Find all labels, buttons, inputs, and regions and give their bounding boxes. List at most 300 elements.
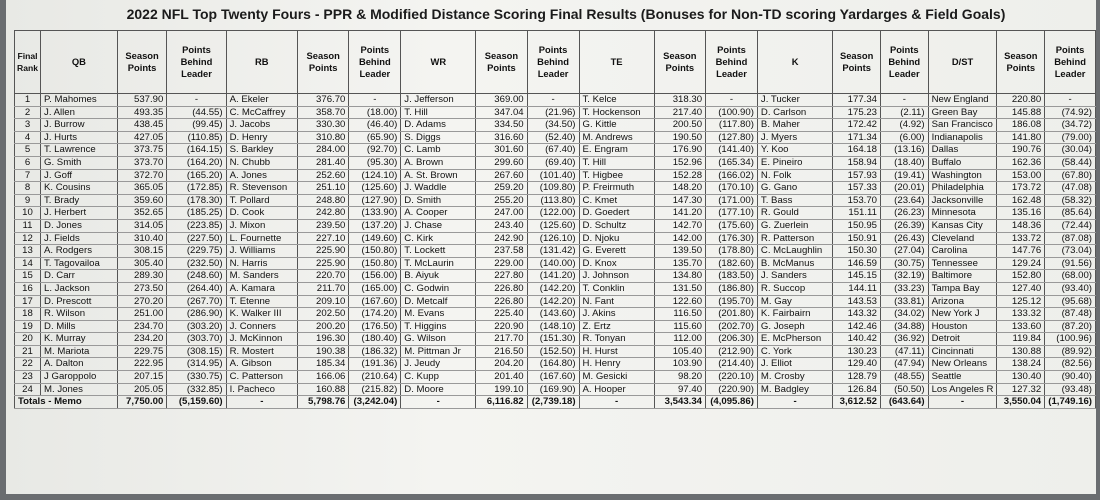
table-cell: 11 <box>15 219 41 232</box>
column-header: Points Behind Leader <box>349 31 401 94</box>
table-cell: 162.48 <box>997 194 1045 207</box>
table-cell: (125.60) <box>349 182 401 195</box>
table-cell: - <box>881 94 929 107</box>
table-cell: D. Adams <box>401 119 476 132</box>
table-cell: 148.20 <box>654 182 705 195</box>
table-row <box>15 219 1096 232</box>
totals-row <box>15 396 1096 409</box>
table-row <box>15 371 1096 384</box>
table-cell: (215.82) <box>349 383 401 396</box>
table-cell: 301.60 <box>476 144 527 157</box>
table-cell: 23 <box>15 371 41 384</box>
table-cell: Philadelphia <box>928 182 997 195</box>
table-cell: (176.50) <box>349 320 401 333</box>
table-cell: (151.30) <box>527 333 579 346</box>
table-cell: 1 <box>15 94 41 107</box>
table-cell: L. Fournette <box>226 232 297 245</box>
table-cell: 12 <box>15 232 41 245</box>
table-cell: Houston <box>928 320 997 333</box>
table-cell: (4.92) <box>881 119 929 132</box>
table-cell: (47.08) <box>1045 182 1096 195</box>
table-cell: (110.85) <box>167 131 226 144</box>
table-cell: (33.81) <box>881 295 929 308</box>
table-cell: (79.00) <box>1045 131 1096 144</box>
table-cell: (47.11) <box>881 345 929 358</box>
table-cell: 373.75 <box>117 144 167 157</box>
table-cell: 8 <box>15 182 41 195</box>
table-cell: Green Bay <box>928 106 997 119</box>
table-cell: S. Barkley <box>226 144 297 157</box>
table-cell: (152.50) <box>527 345 579 358</box>
table-cell: T. Brady <box>41 194 118 207</box>
table-cell: 239.50 <box>298 219 349 232</box>
table-cell: (248.60) <box>167 270 226 283</box>
table-cell: (82.56) <box>1045 358 1096 371</box>
table-cell: A. St. Brown <box>401 169 476 182</box>
table-cell: Washington <box>928 169 997 182</box>
table-cell: K. Cousins <box>41 182 118 195</box>
table-cell: 175.23 <box>833 106 881 119</box>
table-cell: 127.40 <box>997 282 1045 295</box>
table-row <box>15 94 1096 107</box>
column-header: QB <box>41 31 118 94</box>
table-cell: (23.64) <box>881 194 929 207</box>
table-cell: (87.20) <box>1045 320 1096 333</box>
table-cell: (267.70) <box>167 295 226 308</box>
table-cell: 157.33 <box>833 182 881 195</box>
table-cell: (314.95) <box>167 358 226 371</box>
table-cell: 172.42 <box>833 119 881 132</box>
table-cell: Tennessee <box>928 257 997 270</box>
table-cell: (18.00) <box>349 106 401 119</box>
table-cell: 148.36 <box>997 219 1045 232</box>
table-cell: 216.50 <box>476 345 527 358</box>
table-cell: K. Murray <box>41 333 118 346</box>
table-cell: (117.80) <box>706 119 758 132</box>
table-cell: K. Fairbairn <box>757 308 832 321</box>
table-cell: 199.10 <box>476 383 527 396</box>
table-cell: 229.75 <box>117 345 167 358</box>
table-cell: M. Gay <box>757 295 832 308</box>
table-cell: 19 <box>15 320 41 333</box>
table-cell: C. York <box>757 345 832 358</box>
table-cell: (210.64) <box>349 371 401 384</box>
table-row <box>15 282 1096 295</box>
table-cell: 186.08 <box>997 119 1045 132</box>
table-cell: R. Wilson <box>41 308 118 321</box>
totals-cell: - <box>226 396 297 409</box>
table-cell: (195.70) <box>706 295 758 308</box>
table-cell: (68.00) <box>1045 270 1096 283</box>
table-cell: 190.76 <box>997 144 1045 157</box>
table-cell: (166.02) <box>706 169 758 182</box>
table-cell: P. Freirmuth <box>579 182 654 195</box>
table-row <box>15 119 1096 132</box>
table-cell: R. Stevenson <box>226 182 297 195</box>
table-cell: 242.80 <box>298 207 349 220</box>
table-cell: - <box>167 94 226 107</box>
table-cell: L. Jackson <box>41 282 118 295</box>
table-cell: Detroit <box>928 333 997 346</box>
table-cell: D. Metcalf <box>401 295 476 308</box>
table-cell: (191.36) <box>349 358 401 371</box>
table-cell: 130.88 <box>997 345 1045 358</box>
table-cell: R. Patterson <box>757 232 832 245</box>
column-header: Points Behind Leader <box>527 31 579 94</box>
table-cell: D. Mills <box>41 320 118 333</box>
totals-cell: (4,095.86) <box>706 396 758 409</box>
table-cell: 129.24 <box>997 257 1045 270</box>
table-cell: (122.00) <box>527 207 579 220</box>
table-cell: 162.36 <box>997 156 1045 169</box>
results-table <box>14 30 1096 409</box>
table-cell: J. Akins <box>579 308 654 321</box>
table-cell: Tampa Bay <box>928 282 997 295</box>
table-cell: A. Cooper <box>401 207 476 220</box>
table-cell: (33.23) <box>881 282 929 295</box>
table-cell: (142.20) <box>527 295 579 308</box>
table-cell: 299.60 <box>476 156 527 169</box>
table-cell: 128.79 <box>833 371 881 384</box>
table-cell: (141.40) <box>706 144 758 157</box>
table-cell: J. Johnson <box>579 270 654 283</box>
column-header: Season Points <box>298 31 349 94</box>
table-cell: D. Carlson <box>757 106 832 119</box>
table-cell: (150.80) <box>349 245 401 258</box>
table-cell: 146.59 <box>833 257 881 270</box>
table-cell: 135.70 <box>654 257 705 270</box>
table-cell: 152.80 <box>997 270 1045 283</box>
table-cell: 171.34 <box>833 131 881 144</box>
table-cell: (99.45) <box>167 119 226 132</box>
table-cell: (87.08) <box>1045 232 1096 245</box>
table-cell: Seattle <box>928 371 997 384</box>
column-header: D/ST <box>928 31 997 94</box>
table-cell: (74.92) <box>1045 106 1096 119</box>
table-cell: (100.96) <box>1045 333 1096 346</box>
table-cell: 144.11 <box>833 282 881 295</box>
table-cell: 141.80 <box>997 131 1045 144</box>
table-cell: A. Gibson <box>226 358 297 371</box>
table-cell: (167.60) <box>349 295 401 308</box>
table-cell: 358.70 <box>298 106 349 119</box>
table-cell: (180.40) <box>349 333 401 346</box>
table-cell: (6.00) <box>881 131 929 144</box>
table-cell: (227.50) <box>167 232 226 245</box>
table-cell: (52.40) <box>527 131 579 144</box>
table-cell: (141.20) <box>527 270 579 283</box>
table-cell: 227.80 <box>476 270 527 283</box>
table-cell: (69.40) <box>527 156 579 169</box>
table-row <box>15 232 1096 245</box>
table-cell: 220.90 <box>476 320 527 333</box>
table-cell: 369.00 <box>476 94 527 107</box>
table-cell: R. Tonyan <box>579 333 654 346</box>
table-cell: (164.15) <box>167 144 226 157</box>
table-cell: 131.50 <box>654 282 705 295</box>
table-cell: 289.30 <box>117 270 167 283</box>
table-cell: 372.70 <box>117 169 167 182</box>
column-header: Points Behind Leader <box>1045 31 1096 94</box>
table-cell: H. Henry <box>579 358 654 371</box>
table-cell: J. Elliot <box>757 358 832 371</box>
table-cell: 145.88 <box>997 106 1045 119</box>
table-cell: New York J <box>928 308 997 321</box>
table-row <box>15 245 1096 258</box>
table-cell: 347.04 <box>476 106 527 119</box>
table-cell: 157.93 <box>833 169 881 182</box>
table-cell: (303.20) <box>167 320 226 333</box>
table-cell: (186.80) <box>706 282 758 295</box>
table-cell: (101.40) <box>527 169 579 182</box>
table-cell: (46.40) <box>349 119 401 132</box>
table-cell: 3 <box>15 119 41 132</box>
table-row <box>15 295 1096 308</box>
table-cell: 247.00 <box>476 207 527 220</box>
table-cell: 252.60 <box>298 169 349 182</box>
table-cell: (30.75) <box>881 257 929 270</box>
table-cell: A. Rodgers <box>41 245 118 258</box>
totals-cell: (3,242.04) <box>349 396 401 409</box>
table-cell: 130.23 <box>833 345 881 358</box>
table-cell: T. Bass <box>757 194 832 207</box>
table-cell: D. Prescott <box>41 295 118 308</box>
table-cell: 143.53 <box>833 295 881 308</box>
table-cell: 176.90 <box>654 144 705 157</box>
table-cell: (131.42) <box>527 245 579 258</box>
table-cell: 438.45 <box>117 119 167 132</box>
totals-cell: (2,739.18) <box>527 396 579 409</box>
table-cell: (165.00) <box>349 282 401 295</box>
table-cell: 20 <box>15 333 41 346</box>
table-cell: 164.18 <box>833 144 881 157</box>
table-cell: (18.40) <box>881 156 929 169</box>
table-cell: 2 <box>15 106 41 119</box>
table-cell: (73.04) <box>1045 245 1096 258</box>
table-cell: 6 <box>15 156 41 169</box>
table-cell: 134.80 <box>654 270 705 283</box>
table-cell: 308.15 <box>117 245 167 258</box>
table-cell: Cincinnati <box>928 345 997 358</box>
table-cell: J. Conners <box>226 320 297 333</box>
table-cell: 9 <box>15 194 41 207</box>
table-cell: 103.90 <box>654 358 705 371</box>
table-cell: 24 <box>15 383 41 396</box>
table-cell: M. Andrews <box>579 131 654 144</box>
table-cell: 222.95 <box>117 358 167 371</box>
table-cell: San Francisco <box>928 119 997 132</box>
table-cell: 217.40 <box>654 106 705 119</box>
totals-cell: - <box>928 396 997 409</box>
table-row <box>15 156 1096 169</box>
table-cell: J. Chase <box>401 219 476 232</box>
table-cell: J. Sanders <box>757 270 832 283</box>
table-cell: (13.16) <box>881 144 929 157</box>
table-cell: Carolina <box>928 245 997 258</box>
table-cell: (95.30) <box>349 156 401 169</box>
totals-cell: 3,612.52 <box>833 396 881 409</box>
table-cell: 173.72 <box>997 182 1045 195</box>
table-cell: (175.60) <box>706 219 758 232</box>
table-cell: J. Jacobs <box>226 119 297 132</box>
table-cell: M. Pittman Jr <box>401 345 476 358</box>
table-cell: A. Ekeler <box>226 94 297 107</box>
column-header: Season Points <box>476 31 527 94</box>
table-cell: (34.72) <box>1045 119 1096 132</box>
table-cell: N. Chubb <box>226 156 297 169</box>
table-cell: 427.05 <box>117 131 167 144</box>
column-header: Final Rank <box>15 31 41 94</box>
table-cell: (34.88) <box>881 320 929 333</box>
table-cell: T. Hockenson <box>579 106 654 119</box>
table-cell: (92.70) <box>349 144 401 157</box>
table-cell: 225.90 <box>298 245 349 258</box>
table-cell: 152.28 <box>654 169 705 182</box>
table-cell: (150.80) <box>349 257 401 270</box>
table-cell: (232.50) <box>167 257 226 270</box>
table-cell: E. Pineiro <box>757 156 832 169</box>
totals-cell: 5,798.76 <box>298 396 349 409</box>
table-cell: (58.44) <box>1045 156 1096 169</box>
table-cell: M. Sanders <box>226 270 297 283</box>
table-cell: 227.10 <box>298 232 349 245</box>
table-cell: 334.50 <box>476 119 527 132</box>
table-cell: M. Gesicki <box>579 371 654 384</box>
table-cell: 200.50 <box>654 119 705 132</box>
table-cell: 141.20 <box>654 207 705 220</box>
column-header: K <box>757 31 832 94</box>
table-cell: 190.38 <box>298 345 349 358</box>
table-cell: (177.10) <box>706 207 758 220</box>
table-cell: (36.92) <box>881 333 929 346</box>
table-cell: 234.70 <box>117 320 167 333</box>
table-cell: G. Smith <box>41 156 118 169</box>
totals-cell: 3,543.34 <box>654 396 705 409</box>
table-cell: (127.90) <box>349 194 401 207</box>
table-cell: 158.94 <box>833 156 881 169</box>
table-cell: N. Fant <box>579 295 654 308</box>
table-cell: 270.20 <box>117 295 167 308</box>
table-cell: 140.42 <box>833 333 881 346</box>
table-cell: (220.90) <box>706 383 758 396</box>
table-cell: (34.50) <box>527 119 579 132</box>
table-cell: 359.60 <box>117 194 167 207</box>
table-cell: J. Allen <box>41 106 118 119</box>
table-cell: C. Kupp <box>401 371 476 384</box>
table-cell: 310.40 <box>117 232 167 245</box>
table-cell: Y. Koo <box>757 144 832 157</box>
table-cell: (65.90) <box>349 131 401 144</box>
table-cell: J. Williams <box>226 245 297 258</box>
table-cell: (167.60) <box>527 371 579 384</box>
table-cell: (183.50) <box>706 270 758 283</box>
table-cell: (20.01) <box>881 182 929 195</box>
table-cell: (124.10) <box>349 169 401 182</box>
table-cell: C. Godwin <box>401 282 476 295</box>
header-row <box>15 31 1096 94</box>
table-cell: 376.70 <box>298 94 349 107</box>
table-cell: Indianapolis <box>928 131 997 144</box>
table-row <box>15 144 1096 157</box>
table-cell: (174.20) <box>349 308 401 321</box>
table-cell: Minnesota <box>928 207 997 220</box>
table-cell: 150.95 <box>833 219 881 232</box>
table-cell: 207.15 <box>117 371 167 384</box>
table-cell: N. Folk <box>757 169 832 182</box>
table-cell: 160.88 <box>298 383 349 396</box>
table-cell: 220.70 <box>298 270 349 283</box>
table-cell: (93.48) <box>1045 383 1096 396</box>
table-cell: 97.40 <box>654 383 705 396</box>
column-header: Season Points <box>654 31 705 94</box>
table-row <box>15 169 1096 182</box>
column-header: RB <box>226 31 297 94</box>
table-cell: C. Kmet <box>579 194 654 207</box>
table-cell: Baltimore <box>928 270 997 283</box>
table-cell: 135.16 <box>997 207 1045 220</box>
table-cell: 365.05 <box>117 182 167 195</box>
table-cell: (19.41) <box>881 169 929 182</box>
table-cell: 127.32 <box>997 383 1045 396</box>
table-cell: 153.00 <box>997 169 1045 182</box>
table-cell: 18 <box>15 308 41 321</box>
totals-cell: - <box>401 396 476 409</box>
table-row <box>15 182 1096 195</box>
table-row <box>15 320 1096 333</box>
table-cell: D. Henry <box>226 131 297 144</box>
table-cell: (113.80) <box>527 194 579 207</box>
table-cell: J. Waddle <box>401 182 476 195</box>
table-row <box>15 207 1096 220</box>
table-row <box>15 308 1096 321</box>
table-cell: J. Jeudy <box>401 358 476 371</box>
table-cell: (67.40) <box>527 144 579 157</box>
table-cell: 314.05 <box>117 219 167 232</box>
table-cell: - <box>349 94 401 107</box>
column-header: TE <box>579 31 654 94</box>
table-cell: (186.32) <box>349 345 401 358</box>
table-cell: G. Zuerlein <box>757 219 832 232</box>
table-cell: (149.60) <box>349 232 401 245</box>
table-cell: T. Hill <box>579 156 654 169</box>
table-cell: (58.32) <box>1045 194 1096 207</box>
table-cell: 267.60 <box>476 169 527 182</box>
table-cell: (100.90) <box>706 106 758 119</box>
totals-cell: 3,550.04 <box>997 396 1045 409</box>
table-cell: Arizona <box>928 295 997 308</box>
totals-cell: - <box>757 396 832 409</box>
table-cell: 10 <box>15 207 41 220</box>
table-cell: 152.96 <box>654 156 705 169</box>
table-cell: 201.40 <box>476 371 527 384</box>
table-cell: (47.94) <box>881 358 929 371</box>
table-cell: M. Evans <box>401 308 476 321</box>
table-cell: R. Succop <box>757 282 832 295</box>
table-cell: (127.80) <box>706 131 758 144</box>
table-cell: (308.15) <box>167 345 226 358</box>
table-cell: T. Kelce <box>579 94 654 107</box>
table-cell: (91.56) <box>1045 257 1096 270</box>
table-cell: D. Jones <box>41 219 118 232</box>
table-cell: G. Wilson <box>401 333 476 346</box>
table-cell: (171.00) <box>706 194 758 207</box>
table-cell: 310.80 <box>298 131 349 144</box>
table-cell: 153.70 <box>833 194 881 207</box>
table-cell: D. Smith <box>401 194 476 207</box>
table-cell: (220.10) <box>706 371 758 384</box>
table-cell: 211.70 <box>298 282 349 295</box>
table-cell: 143.32 <box>833 308 881 321</box>
